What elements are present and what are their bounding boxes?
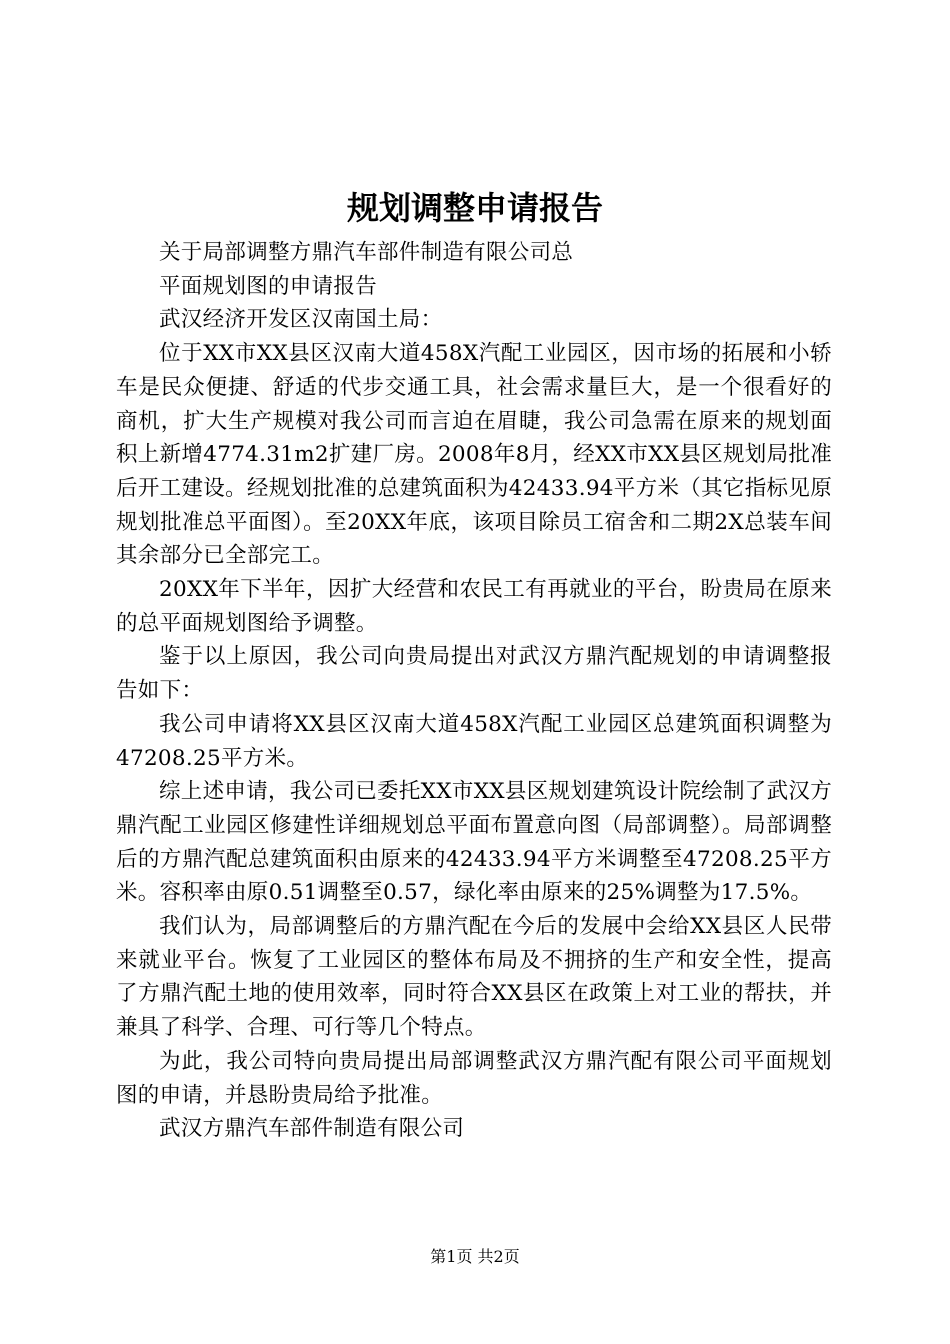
document-title: 规划调整申请报告: [346, 189, 603, 227]
body-paragraph: 我们认为，局部调整后的方鼎汽配在今后的发展中会给XX县区人民带来就业平台。恢复了工业园区的整体布局及不拥挤的生产和安全性，提高了方鼎汽配土地的使用效率，同时符合XX县区在政策上对工业的帮扶，并兼具了科学、合理、可行等几个特点。: [116, 914, 832, 1041]
subject-line-1: 关于局部调整方鼎汽车部件制造有限公司总: [159, 240, 574, 265]
signature-company: 武汉方鼎汽车部件制造有限公司: [159, 1116, 465, 1142]
body-paragraph: 位于XX市XX县区汉南大道458X汽配工业园区，因市场的拓展和小轿车是民众便捷、舒适的代步交通工具，社会需求量巨大，是一个很看好的商机，扩大生产规模对我公司而言迫在眉睫，我公司急需在原来的规划面积上新增4774.31m2扩建厂房。2008年8月，经XX市XX县区规划局批准后开工建设。经规划批准的总建筑面积为42433.94平方米（其它指标见原规划批准总平面图）。至20XX年底，该项目除员工宿舍和二期2X总装车间其余部分已全部完工。: [116, 341, 832, 569]
document-body: [116, 236, 832, 1146]
body-paragraph: 20XX年下半年，因扩大经营和农民工有再就业的平台，盼贵局在原来的总平面规划图给予调整。: [116, 577, 832, 636]
subject-line-2: 平面规划图的申请报告: [159, 273, 378, 299]
body-paragraph: 我公司申请将XX县区汉南大道458X汽配工业园区总建筑面积调整为47208.25平方米。: [116, 711, 832, 771]
body-paragraph: 鉴于以上原因，我公司向贵局提出对武汉方鼎汽配规划的申请调整报告如下：: [116, 644, 832, 704]
body-paragraph: 为此，我公司特向贵局提出局部调整武汉方鼎汽配有限公司平面规划图的申请，并恳盼贵局给予批准。: [116, 1048, 832, 1108]
addressee: 武汉经济开发区汉南国土局：: [159, 307, 443, 333]
page-number: 第1页 共2页: [430, 1247, 520, 1266]
body-paragraph: 综上述申请，我公司已委托XX市XX县区规划建筑设计院绘制了武汉方鼎汽配工业园区修建性详细规划总平面布置意向图（局部调整）。局部调整后的方鼎汽配总建筑面积由原来的42433.94平方米调整至47208.25平方米。容积率由原0.51调整至0.57，绿化率由原来的25%调整为17.5%。: [116, 779, 832, 906]
